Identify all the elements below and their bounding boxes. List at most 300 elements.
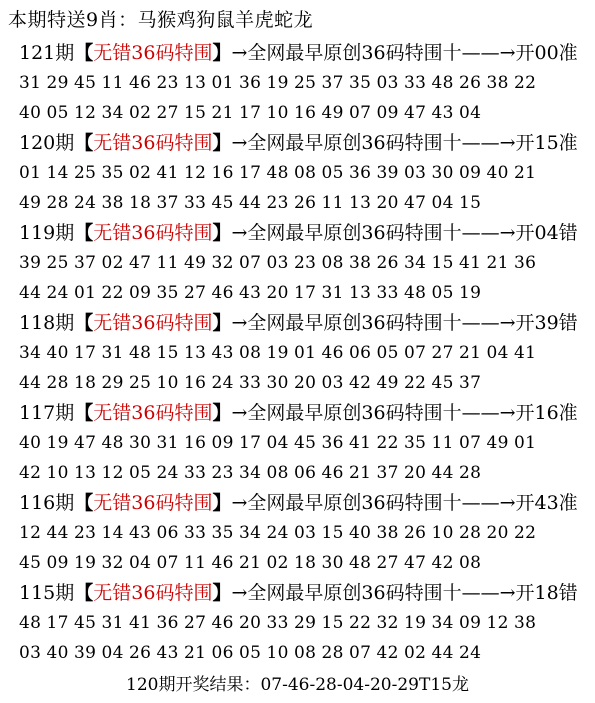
number: 09 <box>459 613 482 633</box>
number: 19 <box>266 343 289 363</box>
number: 01 <box>514 433 537 453</box>
period-tag: 无错36码特围 <box>93 222 213 244</box>
number: 21 <box>459 343 482 363</box>
period-label: 117期 <box>19 402 75 424</box>
number: 24 <box>211 373 234 393</box>
number: 04 <box>129 553 152 573</box>
number: 44 <box>19 373 42 393</box>
number: 09 <box>46 553 69 573</box>
number: 29 <box>294 613 317 633</box>
number: 06 <box>349 343 372 363</box>
number: 06 <box>211 643 234 663</box>
number: 10 <box>156 373 179 393</box>
number: 28 <box>459 523 482 543</box>
number: 46 <box>211 283 234 303</box>
number: 22 <box>101 283 124 303</box>
number: 37 <box>376 463 399 483</box>
number: 43 <box>211 343 234 363</box>
number: 40 <box>349 523 372 543</box>
number: 36 <box>156 613 179 633</box>
number: 43 <box>156 643 179 663</box>
number: 33 <box>376 283 399 303</box>
number: 23 <box>211 463 234 483</box>
number: 33 <box>266 613 289 633</box>
bracket-left: 【 <box>74 492 94 514</box>
number: 44 <box>19 283 42 303</box>
number: 05 <box>431 283 454 303</box>
number: 14 <box>46 163 69 183</box>
number: 21 <box>349 463 372 483</box>
number: 08 <box>266 463 289 483</box>
number: 45 <box>431 373 454 393</box>
number: 02 <box>266 553 289 573</box>
number: 18 <box>294 553 317 573</box>
number: 05 <box>376 343 399 363</box>
number: 02 <box>404 643 427 663</box>
number: 38 <box>376 523 399 543</box>
number: 05 <box>239 643 262 663</box>
number: 08 <box>321 253 344 273</box>
number: 21 <box>211 103 234 123</box>
number: 07 <box>156 553 179 573</box>
number: 20 <box>294 373 317 393</box>
number: 40 <box>19 433 42 453</box>
number: 35 <box>404 433 427 453</box>
number: 43 <box>239 283 262 303</box>
number: 30 <box>431 163 454 183</box>
number: 18 <box>129 193 152 213</box>
bracket-left: 【 <box>74 222 94 244</box>
number: 21 <box>514 163 537 183</box>
number: 37 <box>156 193 179 213</box>
number: 41 <box>514 343 537 363</box>
number: 46 <box>211 553 234 573</box>
number: 32 <box>376 613 399 633</box>
number-line <box>19 158 589 188</box>
number: 38 <box>486 73 509 93</box>
number: 16 <box>294 103 317 123</box>
number: 40 <box>19 103 42 123</box>
number: 06 <box>156 523 179 543</box>
bracket-right: 】 <box>212 582 232 604</box>
number: 33 <box>239 373 262 393</box>
number-line <box>19 458 589 488</box>
number: 21 <box>184 643 207 663</box>
number: 19 <box>404 613 427 633</box>
period-title <box>19 578 589 608</box>
number: 40 <box>486 163 509 183</box>
number: 03 <box>266 253 289 273</box>
bracket-left: 【 <box>74 132 94 154</box>
number-line <box>19 188 589 218</box>
header-prediction: 本期特送9肖：马猴鸡狗鼠羊虎蛇龙 <box>8 9 314 31</box>
number: 01 <box>74 283 97 303</box>
number: 09 <box>129 283 152 303</box>
number: 16 <box>184 433 207 453</box>
number: 10 <box>266 103 289 123</box>
number: 15 <box>459 193 482 213</box>
number: 12 <box>101 463 124 483</box>
number: 26 <box>294 193 317 213</box>
number: 45 <box>294 433 317 453</box>
number: 36 <box>514 253 537 273</box>
number: 20 <box>239 613 262 633</box>
period-text: →全网最早原创36码特围十——→开39错 <box>231 312 578 334</box>
number: 38 <box>349 253 372 273</box>
number: 48 <box>431 73 454 93</box>
bracket-right: 】 <box>212 42 232 64</box>
number: 03 <box>376 73 399 93</box>
number: 36 <box>239 73 262 93</box>
number: 34 <box>19 343 42 363</box>
number: 25 <box>74 163 97 183</box>
number-line <box>19 638 589 668</box>
number: 17 <box>239 433 262 453</box>
number: 41 <box>156 163 179 183</box>
bracket-left: 【 <box>74 312 94 334</box>
number-line <box>19 338 589 368</box>
number: 48 <box>19 613 42 633</box>
number-line <box>19 548 589 578</box>
number: 32 <box>211 253 234 273</box>
number: 36 <box>321 433 344 453</box>
number: 20 <box>266 283 289 303</box>
number: 36 <box>349 163 372 183</box>
number: 16 <box>211 163 234 183</box>
number: 49 <box>376 373 399 393</box>
period-tag: 无错36码特围 <box>93 492 213 514</box>
number: 03 <box>294 523 317 543</box>
number: 01 <box>211 73 234 93</box>
period-title <box>19 128 589 158</box>
number: 04 <box>266 433 289 453</box>
period-block <box>19 128 589 218</box>
period-tag: 无错36码特围 <box>93 132 213 154</box>
number: 41 <box>459 253 482 273</box>
period-title <box>19 308 589 338</box>
number: 18 <box>74 373 97 393</box>
number: 48 <box>349 553 372 573</box>
number: 33 <box>184 193 207 213</box>
number: 22 <box>514 523 537 543</box>
number: 24 <box>459 643 482 663</box>
number: 49 <box>184 253 207 273</box>
number: 26 <box>404 523 427 543</box>
period-tag: 无错36码特围 <box>93 312 213 334</box>
number: 17 <box>74 343 97 363</box>
number-line <box>19 368 589 398</box>
number: 27 <box>184 613 207 633</box>
number: 46 <box>321 463 344 483</box>
period-text: →全网最早原创36码特围十——→开16准 <box>231 402 578 424</box>
number: 30 <box>266 373 289 393</box>
number: 44 <box>431 463 454 483</box>
number: 48 <box>129 343 152 363</box>
number: 03 <box>404 163 427 183</box>
number: 44 <box>431 643 454 663</box>
period-text: →全网最早原创36码特围十——→开43准 <box>231 492 578 514</box>
number: 38 <box>514 613 537 633</box>
number: 16 <box>184 373 207 393</box>
number: 08 <box>239 343 262 363</box>
bracket-left: 【 <box>74 582 94 604</box>
number: 42 <box>19 463 42 483</box>
number: 22 <box>514 73 537 93</box>
number: 10 <box>266 643 289 663</box>
number: 40 <box>46 343 69 363</box>
period-text: →全网最早原创36码特围十——→开04错 <box>231 222 578 244</box>
period-text: →全网最早原创36码特围十——→开18错 <box>231 582 578 604</box>
number: 04 <box>101 643 124 663</box>
number: 46 <box>211 613 234 633</box>
number: 15 <box>156 343 179 363</box>
number: 12 <box>74 103 97 123</box>
number: 39 <box>74 643 97 663</box>
number: 07 <box>239 253 262 273</box>
number: 07 <box>349 643 372 663</box>
number: 43 <box>431 103 454 123</box>
number: 46 <box>321 343 344 363</box>
number: 34 <box>101 103 124 123</box>
period-title <box>19 398 589 428</box>
number: 33 <box>184 463 207 483</box>
draw-result: 120期开奖结果：07-46-28-04-20-29T15龙 <box>126 675 469 695</box>
period-block <box>19 38 589 128</box>
number: 02 <box>129 163 152 183</box>
number: 47 <box>404 103 427 123</box>
period-block <box>19 398 589 488</box>
number: 20 <box>404 463 427 483</box>
number: 32 <box>101 553 124 573</box>
number-line <box>19 248 589 278</box>
number: 31 <box>101 613 124 633</box>
number: 30 <box>129 433 152 453</box>
number: 12 <box>486 613 509 633</box>
number: 24 <box>156 463 179 483</box>
number: 01 <box>294 343 317 363</box>
number: 22 <box>349 613 372 633</box>
number: 22 <box>376 433 399 453</box>
number: 12 <box>184 163 207 183</box>
number: 14 <box>101 523 124 543</box>
number: 11 <box>156 253 179 273</box>
number: 11 <box>184 553 207 573</box>
number: 44 <box>46 523 69 543</box>
number: 04 <box>459 103 482 123</box>
number: 19 <box>46 433 69 453</box>
number: 17 <box>294 283 317 303</box>
number: 17 <box>239 163 262 183</box>
number: 09 <box>211 433 234 453</box>
number: 48 <box>404 283 427 303</box>
number: 07 <box>404 343 427 363</box>
number: 29 <box>101 373 124 393</box>
number: 20 <box>486 523 509 543</box>
number: 08 <box>294 643 317 663</box>
number: 23 <box>294 253 317 273</box>
number: 21 <box>486 253 509 273</box>
bracket-left: 【 <box>74 402 94 424</box>
period-title <box>19 488 589 518</box>
number: 37 <box>459 373 482 393</box>
number: 34 <box>239 463 262 483</box>
number: 11 <box>101 73 124 93</box>
number: 27 <box>156 103 179 123</box>
bracket-right: 】 <box>212 132 232 154</box>
period-title <box>19 218 589 248</box>
number: 19 <box>266 73 289 93</box>
number-line <box>19 608 589 638</box>
period-tag: 无错36码特围 <box>93 42 213 64</box>
number: 09 <box>459 163 482 183</box>
number: 47 <box>404 193 427 213</box>
number: 35 <box>101 163 124 183</box>
number: 31 <box>19 73 42 93</box>
number: 28 <box>321 643 344 663</box>
number: 13 <box>184 73 207 93</box>
number: 28 <box>46 373 69 393</box>
period-label: 120期 <box>19 132 75 154</box>
bracket-left: 【 <box>74 42 94 64</box>
period-block <box>19 488 589 578</box>
number: 07 <box>349 103 372 123</box>
number: 42 <box>431 553 454 573</box>
number: 05 <box>321 163 344 183</box>
number-line <box>19 68 589 98</box>
number: 26 <box>459 73 482 93</box>
number: 05 <box>46 103 69 123</box>
number: 03 <box>19 643 42 663</box>
number: 47 <box>129 253 152 273</box>
number: 46 <box>129 73 152 93</box>
period-label: 118期 <box>19 312 75 334</box>
number: 41 <box>129 613 152 633</box>
period-title <box>19 38 589 68</box>
number-line <box>19 278 589 308</box>
number: 15 <box>321 613 344 633</box>
number: 35 <box>211 523 234 543</box>
number-line <box>19 98 589 128</box>
number: 45 <box>74 73 97 93</box>
period-label: 115期 <box>19 582 75 604</box>
number: 31 <box>321 283 344 303</box>
number: 23 <box>156 73 179 93</box>
number: 13 <box>184 343 207 363</box>
period-block <box>19 308 589 398</box>
number: 06 <box>294 463 317 483</box>
number: 47 <box>74 433 97 453</box>
period-label: 116期 <box>19 492 75 514</box>
number: 48 <box>266 163 289 183</box>
period-label: 121期 <box>19 42 75 64</box>
number: 08 <box>459 553 482 573</box>
bracket-right: 】 <box>212 492 232 514</box>
number: 49 <box>321 103 344 123</box>
number: 04 <box>486 343 509 363</box>
number: 02 <box>129 103 152 123</box>
number: 07 <box>459 433 482 453</box>
number: 37 <box>74 253 97 273</box>
number: 22 <box>404 373 427 393</box>
number: 25 <box>129 373 152 393</box>
number: 40 <box>46 643 69 663</box>
number: 03 <box>321 373 344 393</box>
period-text: →全网最早原创36码特围十——→开15准 <box>231 132 578 154</box>
number: 30 <box>321 553 344 573</box>
number: 17 <box>239 103 262 123</box>
number: 27 <box>376 553 399 573</box>
period-block <box>19 578 589 668</box>
number: 31 <box>101 343 124 363</box>
number: 34 <box>431 613 454 633</box>
number: 42 <box>376 643 399 663</box>
number: 45 <box>19 553 42 573</box>
number: 01 <box>19 163 42 183</box>
period-text: →全网最早原创36码特围十——→开00准 <box>231 42 578 64</box>
number: 11 <box>431 433 454 453</box>
number: 23 <box>266 193 289 213</box>
number: 35 <box>349 73 372 93</box>
number: 41 <box>349 433 372 453</box>
number: 08 <box>294 163 317 183</box>
number: 24 <box>74 193 97 213</box>
number: 23 <box>74 523 97 543</box>
number: 45 <box>211 193 234 213</box>
number: 33 <box>184 523 207 543</box>
number: 38 <box>101 193 124 213</box>
number: 49 <box>19 193 42 213</box>
number: 33 <box>404 73 427 93</box>
number: 39 <box>376 163 399 183</box>
number: 13 <box>349 193 372 213</box>
number: 27 <box>431 343 454 363</box>
number: 25 <box>46 253 69 273</box>
number: 24 <box>266 523 289 543</box>
number: 49 <box>486 433 509 453</box>
number: 25 <box>294 73 317 93</box>
number: 21 <box>239 553 262 573</box>
number: 34 <box>404 253 427 273</box>
bracket-right: 】 <box>212 402 232 424</box>
number: 20 <box>376 193 399 213</box>
number: 28 <box>46 193 69 213</box>
period-tag: 无错36码特围 <box>93 402 213 424</box>
period-tag: 无错36码特围 <box>93 582 213 604</box>
number: 11 <box>321 193 344 213</box>
number: 34 <box>239 523 262 543</box>
number: 44 <box>239 193 262 213</box>
number: 35 <box>156 283 179 303</box>
number: 13 <box>349 283 372 303</box>
number: 15 <box>431 253 454 273</box>
number: 39 <box>19 253 42 273</box>
number: 26 <box>129 643 152 663</box>
number: 17 <box>46 613 69 633</box>
number: 13 <box>74 463 97 483</box>
number: 02 <box>101 253 124 273</box>
number: 19 <box>459 283 482 303</box>
number: 09 <box>376 103 399 123</box>
number: 42 <box>349 373 372 393</box>
number: 45 <box>74 613 97 633</box>
number: 24 <box>46 283 69 303</box>
number: 48 <box>101 433 124 453</box>
number: 10 <box>46 463 69 483</box>
number: 43 <box>129 523 152 543</box>
period-block <box>19 218 589 308</box>
number: 04 <box>431 193 454 213</box>
number: 47 <box>404 553 427 573</box>
